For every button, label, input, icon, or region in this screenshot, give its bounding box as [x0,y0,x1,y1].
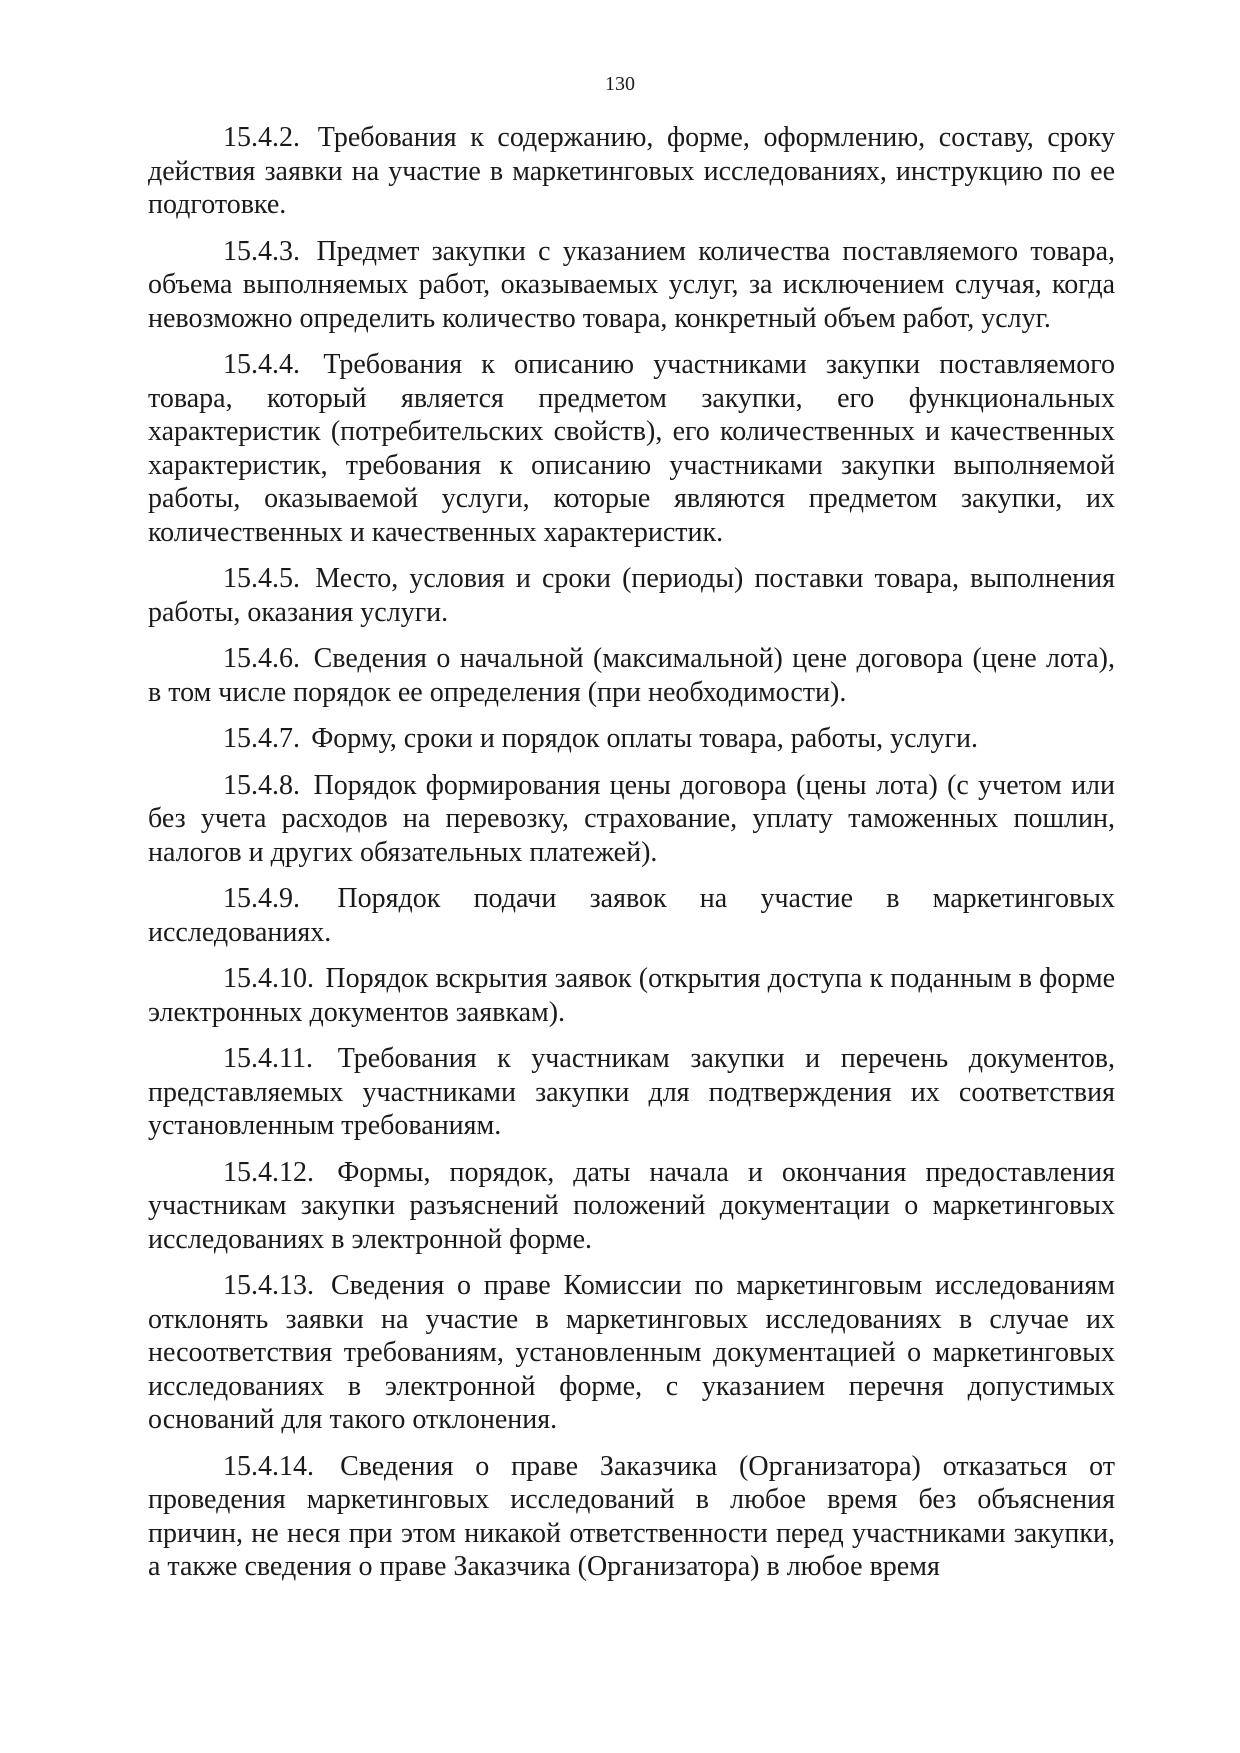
paragraph-number: 15.4.5. [223,563,300,594]
paragraph-15-4-5 [148,562,1115,629]
page-number: 130 [605,73,635,95]
paragraph-text: Место, условия и сроки (периоды) поставки товара, выполнения работы, оказания услуги. [148,563,1116,628]
paragraph-text: Требования к участникам закупки и перечень документов, представляемых участниками закупки для подтверждения их соответствия установленным требованиям. [148,1043,1116,1141]
paragraph-number: 15.4.2. [223,122,300,153]
paragraph-text: Требования к описанию участниками закупки поставляемого товара, который является предметом закупки, его функциональных характеристик (потребительских свойств), его количественных и качественных характеристик, требования к описанию участниками закупки выполняемой работы, оказываемой услуги, которые являются предметом закупки, их количественных и качественных характеристик. [148,349,1115,548]
paragraph-text: Сведения о праве Комиссии по маркетинговым исследованиям отклонять заявки на участие в маркетинговых исследованиях в случае их несоответствия требованиям, установленным документацией о маркетинговых исследованиях в электронной форме, с указанием перечня допустимых оснований для такого отклонения. [148,1270,1115,1435]
paragraph-text: Формы, порядок, даты начала и окончания предоставления участникам закупки разъяснений положений документации о маркетинговых исследованиях в электронной форме. [148,1156,1115,1255]
paragraph-number: 15.4.4. [223,349,300,380]
paragraph-number: 15.4.9. [223,883,300,914]
paragraph-15-4-13 [148,1269,1115,1437]
paragraph-text: Порядок подачи заявок на участие в маркетинговых исследованиях. [148,883,1115,948]
paragraph-text: Порядок формирования цены договора (цены лота) (с учетом или без учета расходов на перевозку, страхование, уплату таможенных пошлин, налогов и других обязательных платежей). [148,769,1116,868]
paragraph-number: 15.4.7. [223,723,300,754]
paragraph-15-4-6 [148,642,1115,709]
paragraph-15-4-2 [148,121,1115,222]
paragraph-15-4-14 [148,1450,1115,1584]
paragraph-text: Форму, сроки и порядок оплаты товара, работы, услуги. [311,723,979,754]
paragraph-text: Порядок вскрытия заявок (открытия доступа к поданным в форме электронных документов заявкам). [148,963,1115,1028]
paragraph-15-4-4 [148,348,1115,549]
paragraph-number: 15.4.8. [223,769,300,801]
paragraph-15-4-12 [148,1156,1115,1257]
paragraph-15-4-10 [148,962,1115,1029]
paragraph-number: 15.4.11. [223,1043,313,1074]
paragraph-15-4-7 [148,722,1115,756]
paragraph-number: 15.4.3. [223,235,300,267]
paragraph-number: 15.4.6. [223,643,300,674]
paragraph-15-4-8 [148,769,1115,870]
paragraph-text: Сведения о начальной (максимальной) цене договора (цене лота), в том числе порядок ее определения (при необходимости). [148,643,1115,708]
paragraph-number: 15.4.14. [223,1450,314,1482]
document-body [148,121,1115,1597]
paragraph-15-4-9 [148,882,1115,949]
paragraph-number: 15.4.10. [223,963,314,994]
paragraph-text: Требования к содержанию, форме, оформлению, составу, сроку действия заявки на участие в маркетинговых исследованиях, инструкцию по ее подготовке. [148,122,1116,220]
paragraph-number: 15.4.12. [223,1156,314,1188]
paragraph-text: Предмет закупки с указанием количества поставляемого товара, объема выполняемых работ, оказываемых услуг, за исключением случая, когда невозможно определить количество товара, конкретный объем работ, услуг. [148,235,1115,334]
paragraph-15-4-11 [148,1042,1115,1143]
paragraph-15-4-3 [148,235,1115,336]
paragraph-number: 15.4.13. [223,1270,314,1301]
paragraph-text: Сведения о праве Заказчика (Организатора) отказаться от проведения маркетинговых исследований в любое время без объяснения причин, не неся при этом никакой ответственности перед участниками закупки, а также сведения о праве Заказчика (Организатора) в любое время [148,1450,1116,1582]
